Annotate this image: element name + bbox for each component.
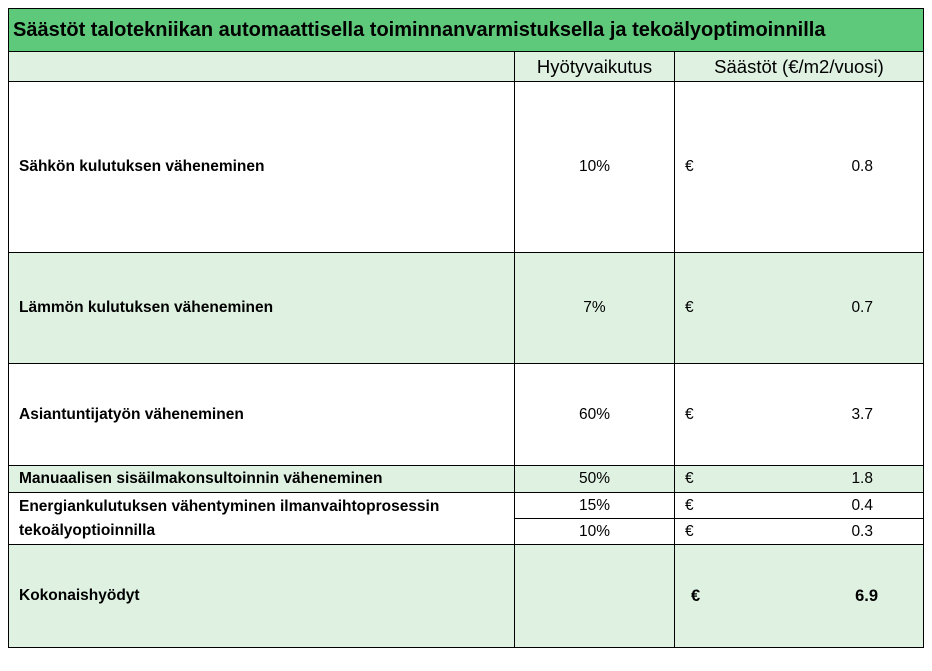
currency-symbol: € [691,586,701,605]
total-savings [675,545,924,648]
header-label-cell [8,52,515,82]
total-label: Kokonaishyödyt [8,545,515,648]
row-savings [675,82,924,253]
savings-value: 1.8 [851,470,873,487]
currency-symbol: € [685,522,694,540]
row-effect: 60% [515,364,675,466]
row-label: Lämmön kulutuksen väheneminen [8,253,515,364]
row-label: Manuaalisen sisäilmakonsultoinnin väheneminen [8,466,515,493]
row-effect: 7% [515,253,675,364]
header-savings: Säästöt (€/m2/vuosi) [675,52,924,82]
row-effect: 50% [515,466,675,493]
currency-symbol: € [685,405,694,423]
row-effect: 10% [515,519,675,545]
row-savings [675,493,924,519]
row-savings [675,466,924,493]
header-effect: Hyötyvaikutus [515,52,675,82]
currency-symbol: € [685,158,694,175]
currency-symbol: € [685,470,694,487]
currency-symbol: € [685,299,694,316]
row-effect: 10% [515,82,675,253]
savings-value: 0.8 [851,158,873,175]
row-savings [675,364,924,466]
row-savings [675,519,924,545]
savings-value: 3.7 [851,405,873,423]
savings-value: 0.3 [851,522,873,540]
savings-table [8,8,924,648]
row-label: Energiankulutuksen vähentyminen ilmanvaihtoprosessin tekoälyoptioinnilla [8,493,515,545]
total-effect [515,545,675,648]
row-effect: 15% [515,493,675,519]
row-label: Asiantuntijatyön väheneminen [8,364,515,466]
table-title: Säästöt talotekniikan automaattisella toiminnanvarmistuksella ja tekoälyoptimoinnilla [8,8,924,52]
currency-symbol: € [685,496,694,514]
savings-value: 0.7 [851,299,873,316]
row-label: Sähkön kulutuksen väheneminen [8,82,515,253]
savings-value: 0.4 [851,496,873,514]
total-value: 6.9 [855,586,878,605]
row-savings [675,253,924,364]
